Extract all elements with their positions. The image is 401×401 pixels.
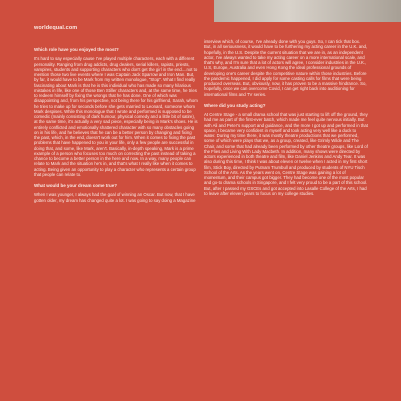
question-heading: Which role have you enjoyed the most?	[34, 47, 119, 52]
question-heading: What would be your dream come true?	[34, 183, 118, 188]
answer-paragraph: When I was younger, I always had the goal of winning an Oscar. But now, that I have gotten older, my dream has changed quite a lot. I was going to say doing a Magazine	[34, 192, 196, 203]
answer-paragraph: interview which, of course, I've already done with you guys. So, I can tick that box. But, in all seriousness, it would have to be furthering my acting career in the U.K. and, hopefully, in the U.S. Despite the current situation that we are in, as an independent actor, I've always wanted to take my acting career on a more international scale, and that's why, and I'm sure that a lot of actors will agree, I consider industries in the U.K., U.S, Europe, Australia and even Hong Kong the ideal professional grounds of developing one's career despite the competitive nature within those industries. Before the pandemic happened, I did apply for some casting calls for films that were being produced overseas. But, obviously, now, it has proven to be a massive hindrance. So, hopefully, once we can overcome Covid, I can get right back into auditioning for international films and TV series.	[204, 39, 368, 97]
question-heading: Where did you study acting?	[204, 102, 266, 108]
answer-paragraph: It's hard to say especially cause I've played multiple characters, each with a different personality. Ranging from drug addicts, drug dealers, serial killers, rapists, priests, vampires, students and supporting characters who don't get the girl in the end....not to mention those two live events where I was Captain Jack Sparrow and Iron Man. But, by far, it would have to be Mark from my written monologue, "Stop". What I find really fascinating about Mark is that he is this individual who has made so many hilarious mistakes in life, like one of those Ben Stiller characters and, at the same time, he tries to redeem himself by fixing the wrongs that he has done. One of which was disappointing and, from his perspective, not being there for his girlfriend, Sarah, whom he tries to make up for seconds before she gets married to Leonard, someone whom Mark despises. While this monologue that I wrote and performed is supposed to be comedic (mainly consisting of dark humour, physical comedy and a little bit of satire), at the same time, it's actually a very sad piece, especially being in Mark's shoes. He is entirely conflicted and emotionally shattered character with so many obstacles going on in his life, and he believes that he can be a better person by changing and fixing the past, which, in the end, doesn't work out for him. When it comes to fixing the past problems that have happened to you in your life, only a few people are successful in doing that, and some, like Mark, aren't. Basically, in-depth speaking, Mark is a prime example of a person who focuses too much on correcting the past instead of taking a chance to become a better person in the here and now. In a way, many people can relate to Mark and the situation he's in, and that's what I really like when it comes to acting. Being given an opportunity to play a character who represents a certain group that people can relate to.	[34, 56, 198, 177]
left-column	[34, 39, 198, 207]
answer-paragraph: At Centre Stage - a small drama school that was just starting to lift off the ground, they had me as part of the first-ever batch, which made me feel quite nervous initially. But with Ali and Peter's support and guidance, and the more I got up and performed in that space, I became very confident in myself and took acting very well like a duck to water. During my time there, it was mostly theatre productions that we performed, some of which were plays that we, as a group, created, like Grimly Wilde and The Chair, and some that had already been performed by other theatre groups, like Lord of the Flies and Living With Lady Macbeth. In addition, many shows were directed by actors experienced in both theatre and film, like Daniel Jenkins and Andy Tear. It was also during this time, I think I was about eleven or twelve when I acted in my first short film, Stick Boy, directed by Putnam Trumbull and produced by students of NYU Tisch School of the Arts. As the years went on, Centre Stage was gaining a lot of momentum, and their campus got bigger. They had become one of the most popular and go-to drama schools in Singapore, and I felt very proud to be a part of this school. But, after I passed my GSCEs and got accepted into Lasalle College of the Arts, I had to leave after eleven years to focus on my college studies.	[204, 112, 368, 196]
right-column	[204, 39, 368, 200]
site-name: worldequal.com	[34, 25, 78, 31]
